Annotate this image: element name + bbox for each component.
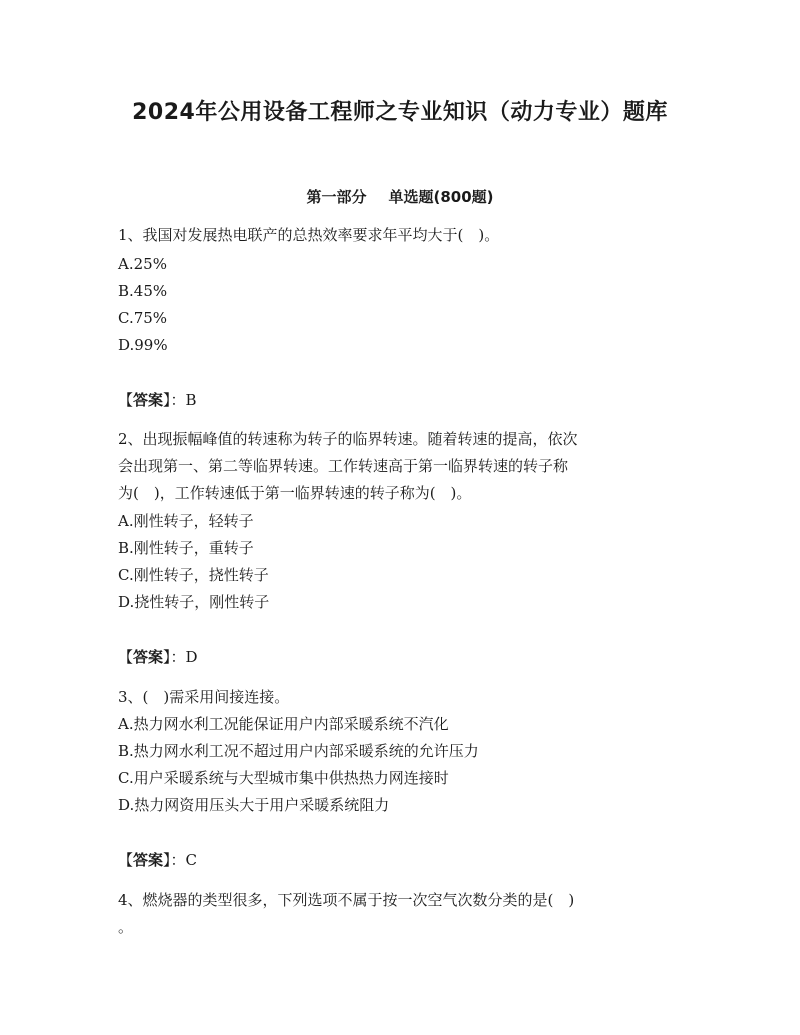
question-2-answer: 【答案】：D [118, 648, 198, 666]
section-heading [0, 186, 800, 207]
document-title: 2024年公用设备工程师之专业知识（动力专业）题库 [132, 100, 668, 125]
question-1-option-d: D.99% [118, 336, 168, 354]
question-1-stem: 1、我国对发展热电联产的总热效率要求年平均大于( )。 [118, 226, 500, 244]
question-4-stem-line-2: 。 [118, 918, 134, 936]
question-4-stem-line-1: 4、燃烧器的类型很多，下列选项不属于按一次空气次数分类的是( ) [118, 891, 575, 909]
question-2-stem-line-3: 为( )，工作转速低于第一临界转速的转子称为( )。 [118, 484, 472, 502]
question-3-answer: 【答案】：C [118, 851, 198, 869]
question-2-option-d: D.挠性转子，刚性转子 [118, 593, 270, 611]
section-part: 第一部分 [306, 188, 367, 206]
question-1-option-c: C.75% [118, 309, 168, 327]
question-1-option-a: A.25% [118, 255, 167, 273]
question-3-option-d: D.热力网资用压头大于用户采暖系统阻力 [118, 796, 390, 814]
question-2-stem-line-1: 2、出现振幅峰值的转速称为转子的临界转速。随着转速的提高，依次 [118, 430, 578, 448]
section-type: 单选题(800题) [388, 188, 494, 206]
question-1-answer: 【答案】：B [118, 391, 197, 409]
question-2-option-a: A.刚性转子，轻转子 [118, 512, 254, 530]
question-1-option-b: B.45% [118, 282, 168, 300]
question-2-option-c: C.刚性转子，挠性转子 [118, 566, 269, 584]
question-3-stem: 3、( )需采用间接连接。 [118, 688, 290, 706]
question-3-option-a: A.热力网水利工况能保证用户内部采暖系统不汽化 [118, 715, 449, 733]
question-3-option-b: B.热力网水利工况不超过用户内部采暖系统的允许压力 [118, 742, 479, 760]
question-3-option-c: C.用户采暖系统与大型城市集中供热热力网连接时 [118, 769, 449, 787]
question-2-stem-line-2: 会出现第一、第二等临界转速。工作转速高于第一临界转速的转子称 [118, 457, 569, 475]
question-2-option-b: B.刚性转子，重转子 [118, 539, 254, 557]
